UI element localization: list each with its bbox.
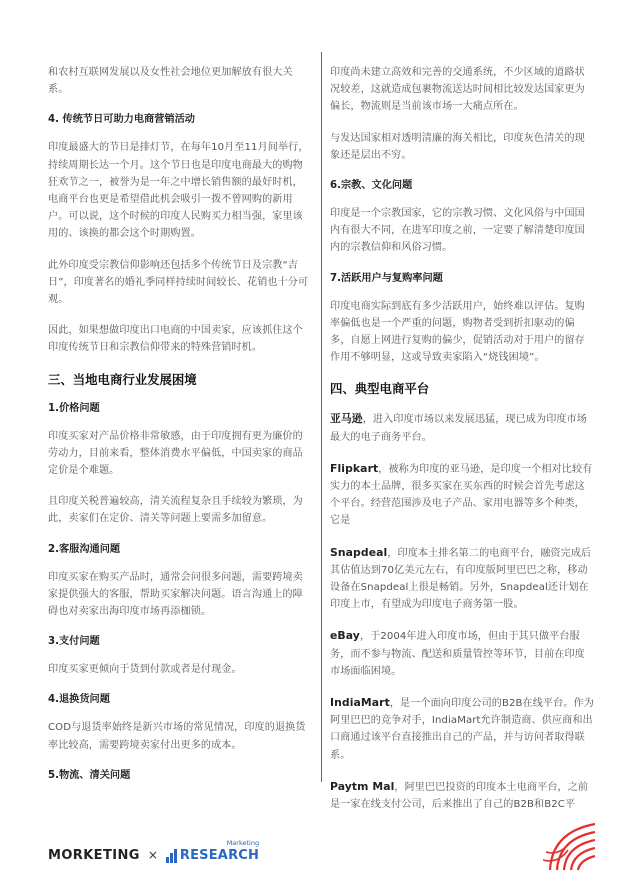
body-paragraph: 印度买家在购买产品时，通常会问很多问题，需要跨境卖家提供强大的客服，帮助买家解决问题。语言沟通上的障碍也对卖家出海印度市场再添枷锁。 [48,571,303,618]
decorative-arcs-icon [540,812,600,872]
body-paragraph: 印度买家更倾向于货到付款或者是付现金。 [48,664,242,676]
subsection-heading: 1.价格问题 [48,402,100,414]
column-divider [321,52,322,782]
research-logo-text: RESEARCH [179,847,260,863]
body-paragraph: 印度电商实际到底有多少活跃用户，始终难以评估。复购率偏低也是一个严重的问题，购物者受到折扣驱动的偏多，自愿上网进行复购的偏少，促销活动对于用户的留存作用不够明显，这或导致卖家陷入“烧钱困境”。 [330,300,585,364]
platform-paragraph [330,544,595,614]
platform-name: IndiaMart [330,696,390,710]
subsection-heading: 4. 传统节日可助力电商营销活动 [48,114,195,126]
body-paragraph: 印度是一个宗教国家，它的宗教习惯、文化风俗与中国国内有很大不同，在进军印度之前，一定要了解清楚印度国内的宗教信仰和风俗习惯。 [330,208,585,254]
platform-name: Flipkart [330,461,379,475]
research-bars-icon [166,849,178,863]
platform-paragraph [330,694,595,764]
section-heading: 三、当地电商行业发展困境 [48,371,197,387]
subsection-heading: 2.客服沟通问题 [48,543,121,555]
section-heading: 四、典型电商平台 [330,381,430,397]
platform-name: Paytm Mal [330,779,395,793]
platform-description: ，印度本土排名第二的电商平台，融资完成后其估值达到70亿美元左右，有印度版阿里巴巴之称，移动设备在Snapdeal上很是畅销。另外，Snapdeal还计划在印度上市，有望成为印度电子商务第一股。 [330,547,592,611]
platform-paragraph [330,410,595,445]
body-paragraph: 印度尚未建立高效和完善的交通系统，不少区域的道路状况较差，这就造成包裹物流送达时间相比较发达国家更为偏长，物流则是当前该市场一大痛点所在。 [330,67,585,113]
body-paragraph: 因此，如果想做印度出口电商的中国卖家，应该抓住这个印度传统节日和宗教信仰带来的特殊营销时机。 [48,325,303,354]
body-paragraph: 与发达国家相对透明清廉的海关相比，印度灰色清关的现象还是层出不穷。 [330,132,585,161]
footer-logos [48,838,260,868]
platform-paragraph [330,778,595,813]
subsection-heading: 7.活跃用户与复购率问题 [330,272,443,284]
body-paragraph: 和农村互联网发展以及女性社会地位更加解放有很大关系。 [48,67,293,96]
subsection-heading: 3.支付问题 [48,636,100,648]
body-paragraph: 印度买家对产品价格非常敏感，由于印度拥有更为廉价的劳动力，目前来看，整体消费水平偏低，中国卖家的商品定价是个难题。 [48,430,303,477]
research-logo [166,838,260,863]
times-sign: × [147,848,158,862]
right-column [330,64,595,827]
platform-description: ，阿里巴巴投资的印度本土电商平台，之前是一家在线支付公司，后来推出了自己的B2B和B2C平 [330,781,589,811]
platform-description: ，于2004年进入印度市场，但由于其只做平台服务，而不参与物流、配送和质量管控等环节，目前在印度市场面临困境。 [330,631,585,677]
platform-name: eBay [330,629,360,643]
morketing-logo: MORKETING [48,847,140,863]
body-paragraph: 印度最盛大的节日是排灯节，在每年10月至11月间举行，持续周期长达一个月。这个节日也是印度电商最大的购物狂欢节之一，被誉为是一年之中增长销售额的最好时机，电商平台也更是希望借此机会吸引一拨不曾网购的新用户。可以说，这个时候的印度人民购买力相当强，家里该用的、该换的都会这个时期购置。 [48,142,309,240]
subsection-heading: 6.宗教、文化问题 [330,180,413,192]
platform-paragraph [330,460,595,530]
platform-description: ，进入印度市场以来发展迅猛，现已成为印度市场最大的电子商务平台。 [330,414,587,443]
left-column [48,64,310,795]
research-logo-small-text: Marketing [226,838,260,847]
platform-name: 亚马逊 [330,412,363,426]
body-paragraph: COD与退货率始终是新兴市场的常见情况，印度的退换货率比较高，需要跨境卖家付出更多的成本。 [48,722,306,751]
body-paragraph: 此外印度受宗教信仰影响还包括多个传统节日及宗教“吉日”，印度著名的婚礼季同样持续时间较长、花销也十分可观。 [48,259,309,306]
platform-paragraph [330,627,595,680]
platform-name: Snapdeal [330,545,388,559]
subsection-heading: 5.物流、清关问题 [48,769,131,781]
platform-description: ，被称为印度的亚马逊，是印度一个相对比较有实力的本土品牌，很多买家在买东西的时候会首先考虑这个平台。经营范围涉及电子产品、家用电器等多个种类，它是 [330,463,593,527]
body-paragraph: 且印度关税普遍较高，清关流程复杂且手续较为繁琐，为此，卖家们在定价、清关等问题上要需多加留意。 [48,496,303,525]
subsection-heading: 4.退换货问题 [48,694,110,706]
platform-description: ，是一个面向印度公司的B2B在线平台。作为阿里巴巴的竞争对手，IndiaMart允许制造商、供应商和出口商通过该平台直接推出自己的产品，并与访问者取得联系。 [330,698,594,761]
